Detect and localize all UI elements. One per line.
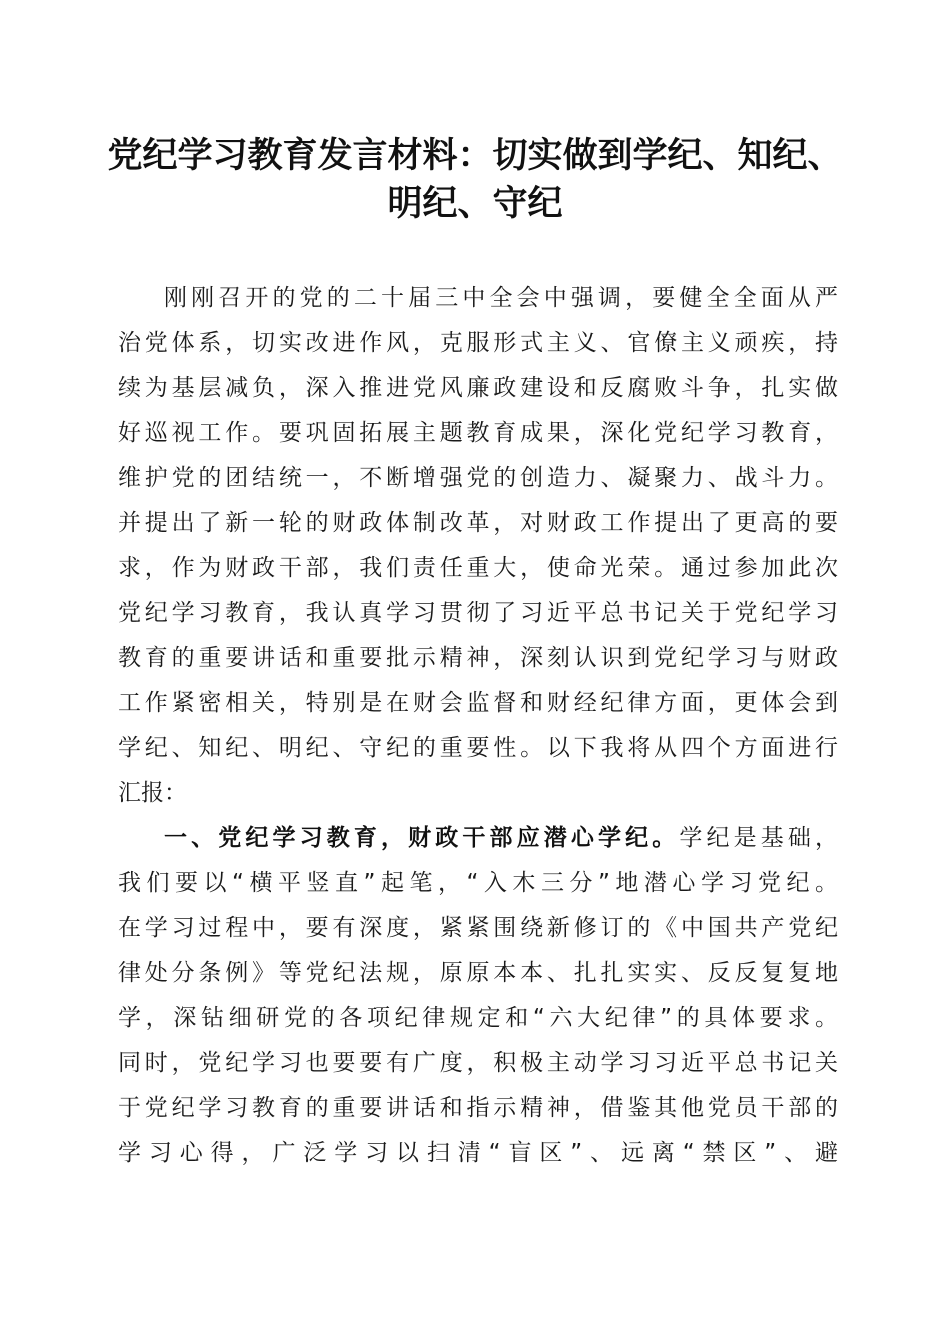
paragraph-1-line: 好巡视工作。要巩固拓展主题教育成果，深化党纪学习教育， (118, 420, 838, 446)
paragraph-1-line: 续为基层减负，深入推进党风廉政建设和反腐败斗争，扎实做 (118, 375, 838, 401)
section-1-line: 律处分条例》等党纪法规，原原本本、扎扎实实、反反复复地 (118, 960, 838, 986)
section-1-line: 在学习过程中，要有深度，紧紧围绕新修订的《中国共产党纪 (118, 915, 838, 941)
section-1-line: 学习心得，广泛学习以扫清“盲区”、远离“禁区”、避 (118, 1140, 838, 1166)
paragraph-1-line: 求，作为财政干部，我们责任重大，使命光荣。通过参加此次 (118, 555, 838, 581)
paragraph-1-line: 刚刚召开的党的二十届三中全会中强调，要健全全面从严 (164, 285, 838, 311)
paragraph-1-line: 并提出了新一轮的财政体制改革，对财政工作提出了更高的要 (118, 510, 838, 536)
paragraph-1-line: 学纪、知纪、明纪、守纪的重要性。以下我将从四个方面进行 (118, 735, 838, 761)
section-1-line: 于党纪学习教育的重要讲话和指示精神，借鉴其他党员干部的 (118, 1095, 838, 1121)
section-1-line: 同时，党纪学习也要要有广度，积极主动学习习近平总书记关 (118, 1050, 838, 1076)
section-1-line: 学，深钻细研党的各项纪律规定和“六大纪律”的具体要求。 (118, 1005, 838, 1031)
section-1-first-text: 学纪是基础， (679, 825, 838, 851)
paragraph-1-line: 汇报： (118, 780, 187, 806)
title-line-1: 党纪学习教育发言材料：切实做到学纪、知纪、 (107, 135, 843, 176)
paragraph-1-line: 工作紧密相关，特别是在财会监督和财经纪律方面，更体会到 (118, 690, 838, 716)
paragraph-1-line: 维护党的团结统一，不断增强党的创造力、凝聚力、战斗力。 (118, 465, 838, 491)
document-body (118, 276, 838, 1176)
document-title (100, 132, 850, 228)
paragraph-1-line: 治党体系，切实改进作风，克服形式主义、官僚主义顽疾，持 (118, 330, 838, 356)
paragraph-1-line: 党纪学习教育，我认真学习贯彻了习近平总书记关于党纪学习 (118, 600, 838, 626)
paragraph-1-line: 教育的重要讲话和重要批示精神，深刻认识到党纪学习与财政 (118, 645, 838, 671)
section-1-line: 我们要以“横平竖直”起笔，“入木三分”地潜心学习党纪。 (118, 870, 838, 896)
section-1-heading: 一、党纪学习教育，财政干部应潜心学纪。 (164, 825, 680, 851)
title-line-2: 明纪、守纪 (387, 183, 563, 224)
section-1-first-line (118, 816, 838, 861)
